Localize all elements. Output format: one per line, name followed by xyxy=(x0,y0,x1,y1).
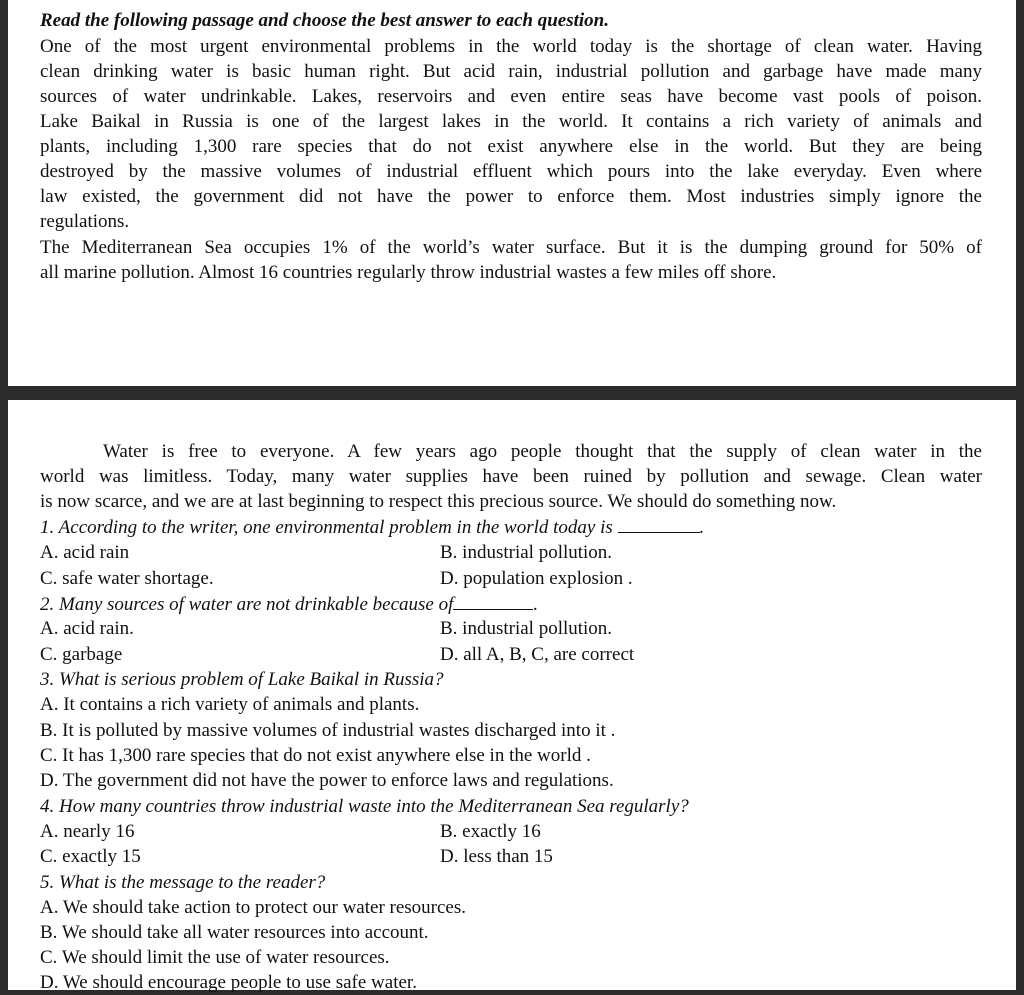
answer-blank xyxy=(618,514,700,533)
option-c: C. exactly 15 xyxy=(40,846,141,867)
passage-line: destroyed by the massive volumes of industrial effluent which pours into the lake everyday. Even where xyxy=(40,161,982,182)
options-row xyxy=(40,540,982,565)
option-a: A. We should take action to protect our water resources. xyxy=(40,897,467,918)
passage-line: is now scarce, and we are at last beginning to respect this precious source. We should do something now. xyxy=(40,491,837,512)
option-d: D. less than 15 xyxy=(440,846,553,867)
question-tail: . xyxy=(699,517,705,538)
passage-line: all marine pollution. Almost 16 countries regularly throw industrial wastes a few miles off shore. xyxy=(40,262,777,283)
question-4: 4. How many countries throw industrial waste into the Mediterranean Sea regularly? xyxy=(40,796,689,817)
passage-line: regulations. xyxy=(40,211,130,232)
passage-line: The Mediterranean Sea occupies 1% of the world’s water surface. But it is the dumping ground for 50% of xyxy=(40,237,982,258)
passage-line: clean drinking water is basic human right. But acid rain, industrial pollution and garbage have made many xyxy=(40,61,982,82)
passage-page-top xyxy=(8,0,1016,386)
option-d: D. population explosion . xyxy=(440,568,633,589)
option-a: A. nearly 16 xyxy=(40,821,135,842)
option-c: C. garbage xyxy=(40,644,123,665)
option-b: B. We should take all water resources into account. xyxy=(40,922,429,943)
question-tail: . xyxy=(533,594,539,615)
option-a: A. acid rain. xyxy=(40,618,134,639)
option-b: B. exactly 16 xyxy=(440,821,541,842)
passage-line: Water is free to everyone. A few years ago people thought that the supply of clean water in the xyxy=(103,441,982,462)
options-row xyxy=(40,642,982,667)
passage-line: law existed, the government did not have the power to enforce them. Most industries simply ignore the xyxy=(40,186,982,207)
answer-blank xyxy=(453,591,533,610)
option-d: D. We should encourage people to use safe water. xyxy=(40,972,417,993)
option-d: D. The government did not have the power to enforce laws and regulations. xyxy=(40,770,614,791)
options-row xyxy=(40,566,982,591)
question-1 xyxy=(40,514,982,540)
option-b: B. industrial pollution. xyxy=(440,542,613,563)
option-c: C. We should limit the use of water resources. xyxy=(40,947,390,968)
passage-page-bottom xyxy=(8,400,1016,993)
option-d: D. all A, B, C, are correct xyxy=(440,644,635,665)
options-row xyxy=(40,616,982,641)
question-5: 5. What is the message to the reader? xyxy=(40,872,326,893)
question-stem: 1. According to the writer, one environmental problem in the world today is xyxy=(40,517,613,538)
option-b: B. industrial pollution. xyxy=(440,618,613,639)
option-b: B. It is polluted by massive volumes of industrial wastes discharged into it . xyxy=(40,720,616,741)
question-stem: 2. Many sources of water are not drinkable because of xyxy=(40,594,454,615)
option-a: A. acid rain xyxy=(40,542,130,563)
options-row xyxy=(40,819,982,844)
passage-line: sources of water undrinkable. Lakes, reservoirs and even entire seas have become vast pools of poison. xyxy=(40,86,982,107)
passage-line: world was limitless. Today, many water supplies have been ruined by pollution and sewage. Clean water xyxy=(40,466,982,487)
options-row xyxy=(40,844,982,869)
passage-line: One of the most urgent environmental problems in the world today is the shortage of clean water. Having xyxy=(40,36,982,57)
question-3: 3. What is serious problem of Lake Baikal in Russia? xyxy=(40,669,444,690)
question-2 xyxy=(40,591,982,617)
instruction-heading: Read the following passage and choose the best answer to each question. xyxy=(40,10,609,31)
passage-line: plants, including 1,300 rare species that do not exist anywhere else in the world. But they are being xyxy=(40,136,982,157)
option-a: A. It contains a rich variety of animals and plants. xyxy=(40,694,420,715)
passage-line: Lake Baikal in Russia is one of the largest lakes in the world. It contains a rich variety of animals and xyxy=(40,111,982,132)
option-c: C. safe water shortage. xyxy=(40,568,214,589)
option-c: C. It has 1,300 rare species that do not exist anywhere else in the world . xyxy=(40,745,591,766)
